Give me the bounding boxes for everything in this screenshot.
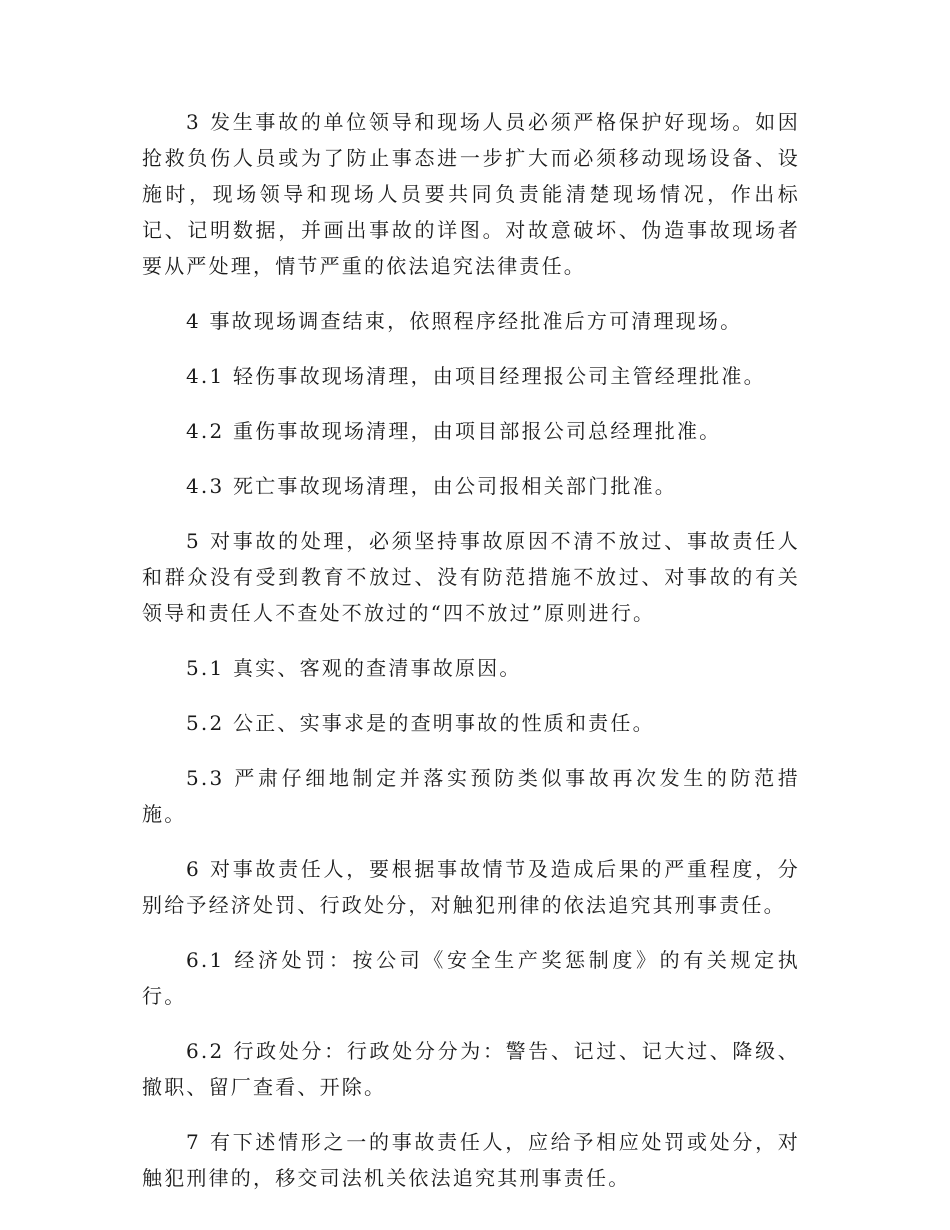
paragraph-6: 6 对事故责任人，要根据事故情节及造成后果的严重程度，分别给予经济处罚、行政处分，对触犯刑律的依法追究其刑事责任。	[142, 857, 800, 917]
paragraph-4-2: 4.2 重伤事故现场清理，由项目部报公司总经理批准。	[186, 419, 722, 443]
paragraph-4-3: 4.3 死亡事故现场清理，由公司报相关部门批准。	[186, 474, 677, 498]
paragraph-4: 4 事故现场调查结束，依照程序经批准后方可清理现场。	[186, 309, 743, 333]
paragraph-5-1: 5.1 真实、客观的查清事故原因。	[186, 656, 522, 680]
paragraph-4-1: 4.1 轻伤事故现场清理，由项目经理报公司主管经理批准。	[186, 364, 766, 388]
paragraph-6-1: 6.1 经济处罚：按公司《安全生产奖惩制度》的有关规定执行。	[142, 948, 800, 1008]
document-page	[142, 104, 800, 1196]
paragraph-7: 7 有下述情形之一的事故责任人，应给予相应处罚或处分，对触犯刑律的，移交司法机关依法追究其刑事责任。	[142, 1130, 800, 1190]
paragraph-5: 5 对事故的处理，必须坚持事故原因不清不放过、事故责任人和群众没有受到教育不放过、没有防范措施不放过、对事故的有关领导和责任人不查处不放过的“四不放过”原则进行。	[142, 529, 800, 625]
paragraph-5-2: 5.2 公正、实事求是的查明事故的性质和责任。	[186, 711, 655, 735]
paragraph-3: 3 发生事故的单位领导和现场人员必须严格保护好现场。如因抢救负伤人员或为了防止事态进一步扩大而必须移动现场设备、设施时，现场领导和现场人员要共同负责能清楚现场情况，作出标记、记明数据，并画出事故的详图。对故意破坏、伪造事故现场者要从严处理，情节严重的依法追究法律责任。	[142, 110, 800, 278]
paragraph-5-3: 5.3 严肃仔细地制定并落实预防类似事故再次发生的防范措施。	[142, 766, 800, 826]
paragraph-6-2: 6.2 行政处分：行政处分分为：警告、记过、记大过、降级、撤职、留厂查看、开除。	[142, 1039, 800, 1099]
